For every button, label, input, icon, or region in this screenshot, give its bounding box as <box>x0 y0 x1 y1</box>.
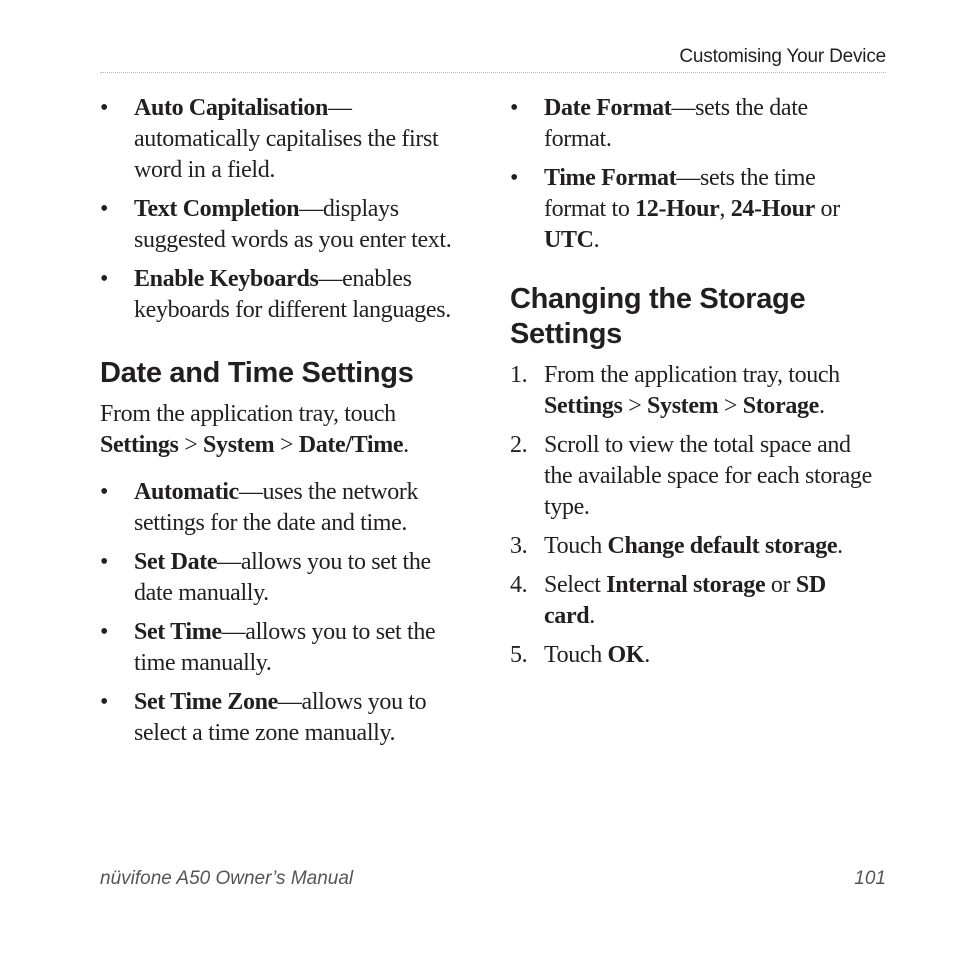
list-item: • Date Format—sets the date format. <box>510 95 808 152</box>
format-options-list <box>510 93 880 256</box>
bullet-icon: • <box>100 479 109 505</box>
list-item: • Enable Keyboards—enables keyboards for different languages. <box>100 266 451 323</box>
footer-page-number: 101 <box>854 868 886 889</box>
storage-steps-list <box>510 360 880 671</box>
bullet-icon: • <box>510 165 519 191</box>
list-item: • Auto Capitalisation—automatically capitalises the first word in a field. <box>100 95 439 183</box>
list-item: • Text Completion—displays suggested words as you enter text. <box>100 196 452 253</box>
section-heading: Date and Time Settings <box>100 357 414 389</box>
bullet-icon: • <box>100 95 109 121</box>
list-item: 2. Scroll to view the total space and the available space for each storage type. <box>510 432 872 520</box>
step-number: 1. <box>510 362 528 388</box>
list-item: • Set Date—allows you to set the date manually. <box>100 549 431 606</box>
list-item: 1. From the application tray, touch Settings > System > Storage. <box>510 362 840 419</box>
list-item: 4. Select Internal storage or SD card. <box>510 572 826 629</box>
step-number: 4. <box>510 572 528 598</box>
list-item: • Time Format—sets the time format to 12-Hour, 24-Hour or UTC. <box>510 165 840 253</box>
right-column <box>510 93 880 679</box>
bullet-icon: • <box>510 95 519 121</box>
keyboard-options-list <box>100 93 470 326</box>
list-item: 3. Touch Change default storage. <box>510 531 880 562</box>
list-item: • Automatic—uses the network settings for the date and time. <box>100 479 419 536</box>
running-header: Customising Your Device <box>679 46 886 67</box>
list-item: • Set Time—allows you to set the time manually. <box>100 619 436 676</box>
step-number: 5. <box>510 642 528 668</box>
section-heading: Changing the Storage Settings <box>510 283 806 350</box>
list-item: 5. Touch OK. <box>510 640 880 671</box>
bullet-icon: • <box>100 619 109 645</box>
footer-manual-title: nüvifone A50 Owner’s Manual <box>100 868 354 889</box>
step-number: 3. <box>510 533 528 559</box>
bullet-icon: • <box>100 196 109 222</box>
date-time-options-list <box>100 477 470 749</box>
header-divider <box>100 72 886 73</box>
step-number: 2. <box>510 432 528 458</box>
intro-paragraph: From the application tray, touch Settings > System > Date/Time. <box>100 401 409 458</box>
bullet-icon: • <box>100 689 109 715</box>
bullet-icon: • <box>100 549 109 575</box>
list-item: • Set Time Zone—allows you to select a time zone manually. <box>100 689 427 746</box>
left-column <box>100 93 470 757</box>
bullet-icon: • <box>100 266 109 292</box>
